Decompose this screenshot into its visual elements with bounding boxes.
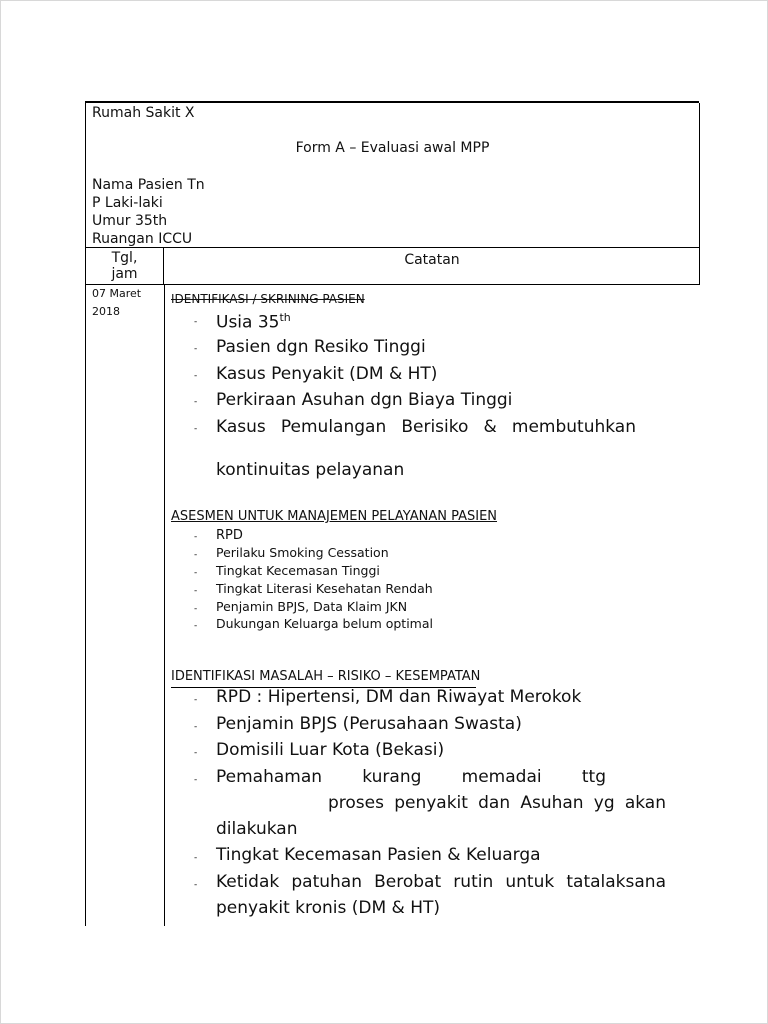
- section-title-problems: IDENTIFIKASI MASALAH – RISIKO – KESEMPATAN: [171, 669, 481, 684]
- problem-item-continued: penyakit kronis (DM & HT): [216, 898, 441, 918]
- assessment-item: Perilaku Smoking Cessation: [216, 545, 389, 560]
- bullet-icon: -: [194, 621, 198, 631]
- problem-item: Tingkat Kecemasan Pasien & Keluarga: [216, 845, 541, 865]
- section-title-assessment: ASESMEN UNTUK MANAJEMEN PELAYANAN PASIEN: [171, 509, 498, 524]
- screening-item: Kasus Penyakit (DM & HT): [216, 364, 438, 384]
- bullet-icon: -: [194, 568, 198, 578]
- entry-date: 07 Maret 2018: [86, 285, 165, 926]
- assessment-item: Dukungan Keluarga belum optimal: [216, 616, 433, 631]
- bullet-icon: -: [194, 424, 198, 434]
- bullet-icon: -: [194, 371, 198, 381]
- problem-item: Penjamin BPJS (Perusahaan Swasta): [216, 714, 522, 734]
- bullet-icon: -: [194, 550, 198, 560]
- bullet-icon: -: [194, 695, 198, 705]
- problem-item: RPD : Hipertensi, DM dan Riwayat Merokok: [216, 687, 582, 707]
- assessment-item: Tingkat Kecemasan Tinggi: [216, 563, 380, 578]
- screening-item-continued: kontinuitas pelayanan: [216, 460, 405, 480]
- screening-item: Kasus Pemulangan Berisiko & membutuhkan: [216, 417, 636, 437]
- assessment-item: Penjamin BPJS, Data Klaim JKN: [216, 599, 408, 614]
- bullet-icon: -: [194, 853, 198, 863]
- section-title-screening: IDENTIFIKASI / SKRINING PASIEN: [171, 292, 365, 306]
- bullet-icon: -: [194, 604, 198, 614]
- hospital-name: Rumah Sakit X: [92, 105, 195, 121]
- patient-gender: P Laki-laki: [92, 195, 163, 211]
- evaluation-form: [85, 101, 699, 926]
- bullet-icon: -: [194, 748, 198, 758]
- bullet-icon: -: [194, 775, 198, 785]
- bullet-icon: -: [194, 586, 198, 596]
- bullet-icon: -: [194, 532, 198, 542]
- problem-item-continued: proses penyakit dan Asuhan yg akan: [328, 793, 666, 813]
- screening-item: Pasien dgn Resiko Tinggi: [216, 337, 426, 357]
- date-column-header: Tgl, jam: [86, 248, 164, 284]
- bullet-icon: -: [194, 397, 198, 407]
- bullet-icon: -: [194, 722, 198, 732]
- problem-item: Ketidak patuhan Berobat rutin untuk tatalaksana: [216, 872, 666, 892]
- bullet-icon: -: [194, 880, 198, 890]
- form-title: Form A – Evaluasi awal MPP: [295, 140, 490, 156]
- assessment-item: Tingkat Literasi Kesehatan Rendah: [216, 581, 433, 596]
- problem-item: Pemahaman kurang memadai ttg: [216, 767, 606, 787]
- problem-item-continued: dilakukan: [216, 819, 298, 839]
- problem-item: Domisili Luar Kota (Bekasi): [216, 740, 445, 760]
- assessment-item: RPD: [216, 528, 243, 543]
- bullet-icon: -: [194, 317, 198, 327]
- form-header: [86, 103, 700, 248]
- screening-item: Perkiraan Asuhan dgn Biaya Tinggi: [216, 390, 513, 410]
- entry-row: [86, 285, 699, 926]
- notes-column-header: Catatan: [404, 252, 460, 268]
- patient-name: Nama Pasien Tn: [92, 177, 205, 193]
- patient-info: [92, 176, 205, 248]
- patient-room: Ruangan ICCU: [92, 231, 193, 247]
- column-headers: [86, 248, 700, 285]
- screening-item: Usia 35th: [216, 311, 291, 333]
- bullet-icon: -: [194, 344, 198, 354]
- patient-age: Umur 35th: [92, 213, 168, 229]
